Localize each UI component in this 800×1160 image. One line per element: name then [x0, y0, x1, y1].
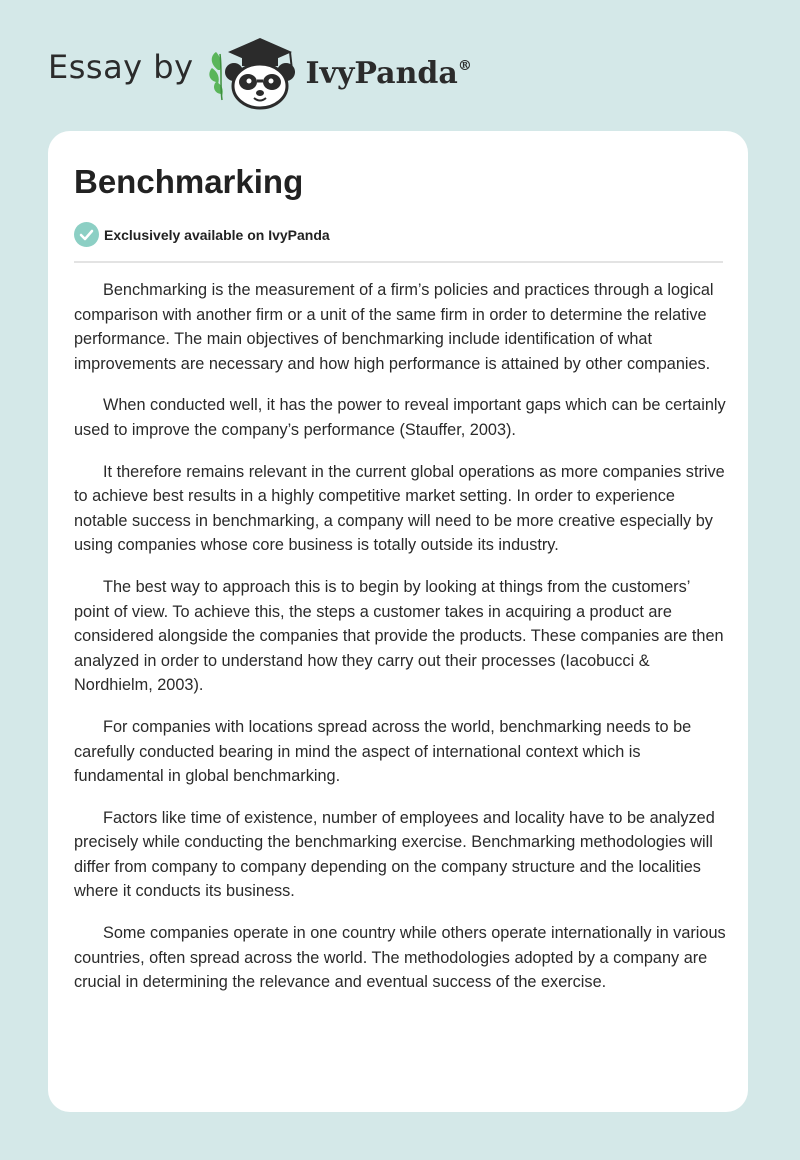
brand-name [306, 56, 472, 91]
paragraph: It therefore remains relevant in the current global operations as more companies strive to achieve best results in a highly competitive market setting. In order to experience notable success in benchmarking, a company will need to be more creative especially by using companies whose core business is totally outside its industry. [74, 462, 725, 555]
divider [74, 261, 723, 263]
exclusive-badge-label: Exclusively available on IvyPanda [104, 226, 330, 243]
brand-text: IvyPanda [305, 55, 458, 91]
page-title: Benchmarking [74, 163, 304, 200]
article-body [74, 278, 726, 1012]
check-circle-icon [74, 222, 99, 247]
paragraph: The best way to approach this is to begin by looking at things from the customers’ point of view. To achieve this, the steps a customer takes in acquiring a product are considered alongside the companies that provide the products. These companies are then analyzed in order to understand how they carry out their processes (Iacobucci & Nordhielm, 2003). [74, 577, 724, 695]
paragraph: When conducted well, it has the power to reveal important gaps which can be certainly used to improve the company’s performance (Stauffer, 2003). [74, 396, 726, 439]
exclusive-badge [74, 222, 330, 247]
site-header [48, 30, 472, 110]
registered-mark: ® [457, 57, 472, 74]
paragraph: Factors like time of existence, number of employees and locality have to be analyzed precisely while conducting the benchmarking exercise. Benchmarking methodologies will differ from company to company depending on the company structure and the localities where it conducts its business. [74, 808, 715, 901]
essay-by-label: Essay by [48, 48, 194, 86]
panda-graduate-icon [208, 30, 300, 110]
paragraph: Some companies operate in one country while others operate internationally in various countries, often spread across the world. The methodologies adopted by a company are crucial in determining the relevance and eventual success of the exercise. [74, 924, 726, 992]
paragraph: For companies with locations spread across the world, benchmarking needs to be carefully conducted bearing in mind the aspect of international context which is fundamental in global benchmarking. [74, 717, 692, 786]
paragraph: Benchmarking is the measurement of a firm’s policies and practices through a logical comparison with another firm or a unit of the same firm in order to determine the relative performance. The main objectives of benchmarking include identification of what improvements are necessary and how high performance is attained by other companies. [74, 281, 714, 373]
essay-card [48, 131, 748, 1112]
